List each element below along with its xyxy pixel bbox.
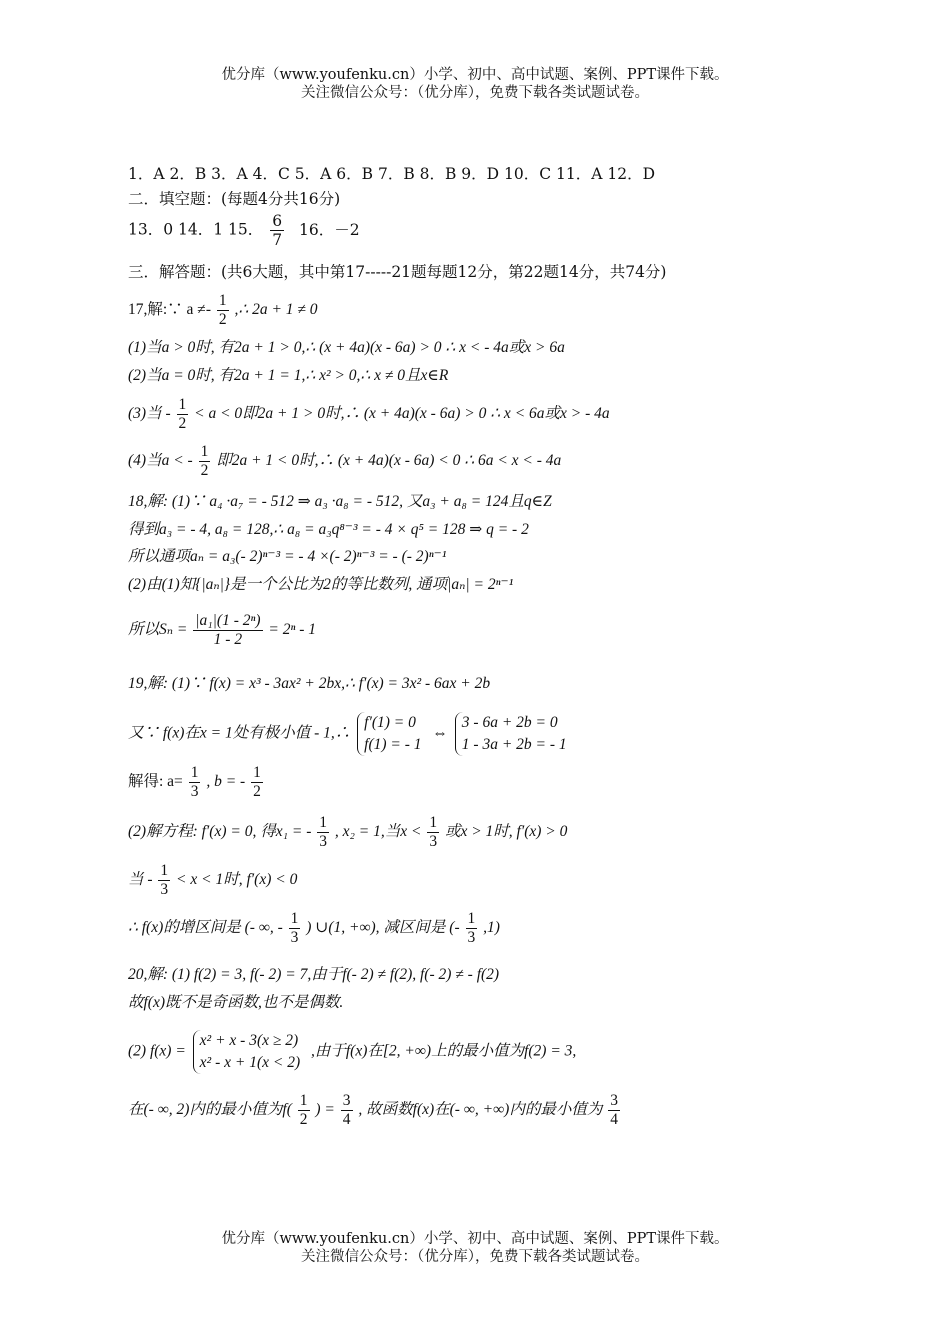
q20-tq2-n: 3	[610, 1092, 618, 1109]
page-header	[0, 66, 950, 102]
q19-l2a: 又∵ f(x)在x = 1处有极小值 - 1,∴	[128, 724, 351, 742]
footer-line-1: 优分库（www.youfenku.cn）小学、初中、高中试题、案例、PPT课件下载。	[221, 1231, 729, 1247]
q15-den: 7	[272, 231, 283, 249]
q19-lt-fraction	[427, 814, 439, 851]
q19-system-1	[357, 712, 425, 756]
header-line-1: 优分库（www.youfenku.cn）小学、初中、高中试题、案例、PPT课件下载。	[221, 67, 729, 83]
q20-l4a: 在(- ∞, 2)内的最小值为f(	[128, 1101, 292, 1119]
q19-dec-d: 3	[467, 929, 476, 946]
fill-q16: 16．－2	[299, 220, 360, 239]
q15-num: 6	[272, 212, 283, 230]
q19-sys2-r1: 3 - 6a + 2b = 0	[461, 714, 558, 731]
q18-line-1: 18,解: (1)∵ a₄ ·a₇ = - 512 ⇒ a₃ ·a₈ = - 512, 又a₃ + a₈ = 124且q∈Z	[128, 493, 552, 510]
q19-lt-d: 3	[429, 833, 438, 850]
q20-half-n: 1	[299, 1092, 308, 1109]
q19-line-4	[128, 814, 567, 851]
q18-line-3: 所以通项aₙ = a₃(- 2)ⁿ⁻³ = - 4 ×(- 2)ⁿ⁻³ = - (- 2)ⁿ⁻¹	[128, 548, 447, 565]
q20-tq1-d: 4	[342, 1111, 351, 1128]
q18-line-2: 得到a₃ = - 4, a₈ = 128,∴ a₈ = a₃q⁸⁻³ = - 4 × q⁵ = 128 ⇒ q = - 2	[128, 521, 529, 538]
q19-l3b: , b = -	[206, 773, 246, 791]
q20-tq2-d: 4	[610, 1111, 618, 1128]
footer-line-2: 关注微信公众号：（优分库），免费下载各类试题试卷。	[301, 1249, 649, 1265]
q19-a-d: 3	[190, 783, 199, 800]
q17-l1a: 17,解:∵ a ≠-	[128, 301, 211, 319]
q20-tq1-n: 3	[342, 1092, 351, 1109]
q17-line-3: (2)当a = 0时, 有2a + 1 = 1,∴ x² > 0,∴ x ≠ 0且x∈R	[128, 367, 449, 384]
q20-half-fraction	[298, 1092, 310, 1129]
q19-l4a: (2)解方程: f′(x) = 0, 得x₁ = -	[128, 823, 312, 841]
q19-l4b: , x₂ = 1,当x <	[334, 823, 422, 841]
q19-a-fraction	[189, 764, 201, 801]
q19-l6f: ,1)	[483, 919, 500, 937]
q20-three-quarter-1	[341, 1092, 353, 1129]
q18-sum-fraction	[193, 612, 262, 649]
q19-lt-n: 1	[429, 814, 438, 831]
q17-l5-half-d: 2	[200, 462, 209, 479]
q19-l5a: 当 -	[128, 871, 153, 889]
q20-half-d: 2	[299, 1111, 308, 1128]
q19-l5-n: 1	[160, 862, 169, 879]
q17-l5b: 即2a + 1 < 0时,∴ (x + 4a)(x - 6a) < 0 ∴ 6a < x < - 4a	[216, 452, 562, 470]
q17-l5a: (4)当a < -	[128, 452, 193, 470]
q18-sum-den: 1 - 2	[213, 631, 243, 648]
q17-l4-half	[177, 396, 189, 433]
q18-l5a: 所以Sₙ =	[128, 621, 188, 639]
q17-line-1	[128, 292, 318, 329]
q19-l6c: )	[306, 919, 312, 937]
page-footer	[0, 1230, 950, 1266]
q19-sys1-r2: f(1) = - 1	[364, 736, 422, 753]
q20-case-1: x² + x - 3(x ≥ 2)	[199, 1032, 299, 1049]
fill-heading: 二．填空题：(每题4分共16分)	[128, 190, 341, 208]
q17-l5-half	[199, 443, 211, 480]
q20-line-1: 20,解: (1) f(2) = 3, f(- 2) = 7,由于f(- 2) ≠ f(2), f(- 2) ≠ - f(2)	[128, 966, 500, 983]
q20-piecewise	[193, 1030, 304, 1074]
q19-x1-d: 3	[319, 833, 327, 850]
q19-dec-n: 1	[467, 910, 476, 927]
q19-line-6	[128, 910, 500, 947]
q17-half-d: 2	[218, 311, 227, 328]
q18-l5b: = 2ⁿ - 1	[268, 621, 317, 639]
header-line-2: 关注微信公众号：（优分库），免费下载各类试题试卷。	[301, 85, 649, 101]
q20-line-4	[128, 1092, 622, 1129]
q19-l5-fraction	[158, 862, 170, 899]
q20-case-2: x² - x + 1(x < 2)	[199, 1054, 301, 1071]
q20-line-2: 故f(x)既不是奇函数,也不是偶数.	[128, 994, 344, 1011]
q18-sum-num: |a₁|(1 - 2ⁿ)	[195, 612, 261, 629]
q19-x1-fraction	[317, 814, 329, 851]
choice-answers: 1．A 2．B 3．A 4．C 5．A 6．B 7．B 8．B 9．D 10．C 11．A 12．D	[128, 165, 656, 183]
q18-line-5	[128, 612, 316, 649]
q19-dec-fraction	[466, 910, 478, 947]
q17-line-5	[128, 443, 561, 480]
q19-l6a: ∴ f(x)的增区间是	[128, 919, 241, 937]
q17-line-2: (1)当a > 0时, 有2a + 1 > 0,∴ (x + 4a)(x - 6a) > 0 ∴ x < - 4a或x > 6a	[128, 339, 565, 356]
q17-half	[217, 292, 229, 329]
q19-a-n: 1	[190, 764, 199, 781]
q19-line-3	[128, 764, 265, 801]
q20-l4c: , 故函数f(x)在(- ∞, +∞)内的最小值为	[358, 1101, 603, 1119]
q19-inc-d: 3	[290, 929, 299, 946]
q19-l6b: (- ∞, -	[244, 919, 283, 937]
q17-l4-half-n: 1	[178, 396, 187, 413]
q19-b-n: 1	[253, 764, 261, 781]
q19-line-1: 19,解: (1)∵ f(x) = x³ - 3ax² + 2bx,∴ f′(x) = 3x² - 6ax + 2b	[128, 675, 491, 692]
q17-l1b: ,∴ 2a + 1 ≠ 0	[234, 301, 318, 319]
q20-three-quarter-2	[608, 1092, 620, 1129]
q17-line-4	[128, 396, 610, 433]
q19-b-fraction	[251, 764, 263, 801]
solve-heading: 三．解答题：(共6大题，其中第17-----21题每题12分，第22题14分，共74分)	[128, 263, 667, 281]
q19-l6d: ∪(1, +∞), 减区间是	[315, 919, 446, 937]
q20-l4b: ) =	[315, 1101, 335, 1119]
fill-answers	[128, 212, 360, 249]
q19-l5-d: 3	[160, 881, 169, 898]
q17-half-n: 1	[218, 292, 227, 309]
q19-sys2-r2: 1 - 3a + 2b = - 1	[461, 736, 567, 753]
q19-sys1-r1: f′(1) = 0	[364, 714, 416, 731]
q20-l3b: ,由于f(x)在[2, +∞)上的最小值为f(2) = 3,	[311, 1042, 577, 1060]
q17-l5-half-n: 1	[200, 443, 209, 460]
q19-inc-fraction	[289, 910, 301, 947]
q19-system-2	[455, 712, 571, 756]
q17-l4-half-d: 2	[178, 415, 187, 432]
q19-l3a: 解得: a=	[128, 773, 183, 791]
q20-l3a: (2) f(x) =	[128, 1042, 186, 1060]
q20-line-3	[128, 1030, 576, 1074]
q19-b-d: 2	[253, 783, 261, 800]
q17-l4a: (3)当 -	[128, 405, 171, 423]
q18-line-4: (2)由(1)知{|aₙ|}是一个公比为2的等比数列, 通项|aₙ| = 2ⁿ⁻¹	[128, 576, 514, 593]
q19-iff: ⇔	[432, 724, 448, 742]
q19-inc-n: 1	[290, 910, 299, 927]
q17-l4b: < a < 0即2a + 1 > 0时,∴ (x + 4a)(x - 6a) > 0 ∴ x < 6a或x > - 4a	[194, 405, 610, 423]
q19-l5b: < x < 1时, f′(x) < 0	[176, 871, 298, 889]
q19-l6e: (-	[449, 919, 460, 937]
fill-q13-15: 13．0 14．1 15．	[128, 220, 264, 239]
q19-x1-n: 1	[319, 814, 327, 831]
q15-fraction	[270, 212, 284, 249]
q19-line-2	[128, 712, 574, 756]
q19-line-5	[128, 862, 297, 899]
q19-l4c: 或x > 1时, f′(x) > 0	[444, 823, 568, 841]
